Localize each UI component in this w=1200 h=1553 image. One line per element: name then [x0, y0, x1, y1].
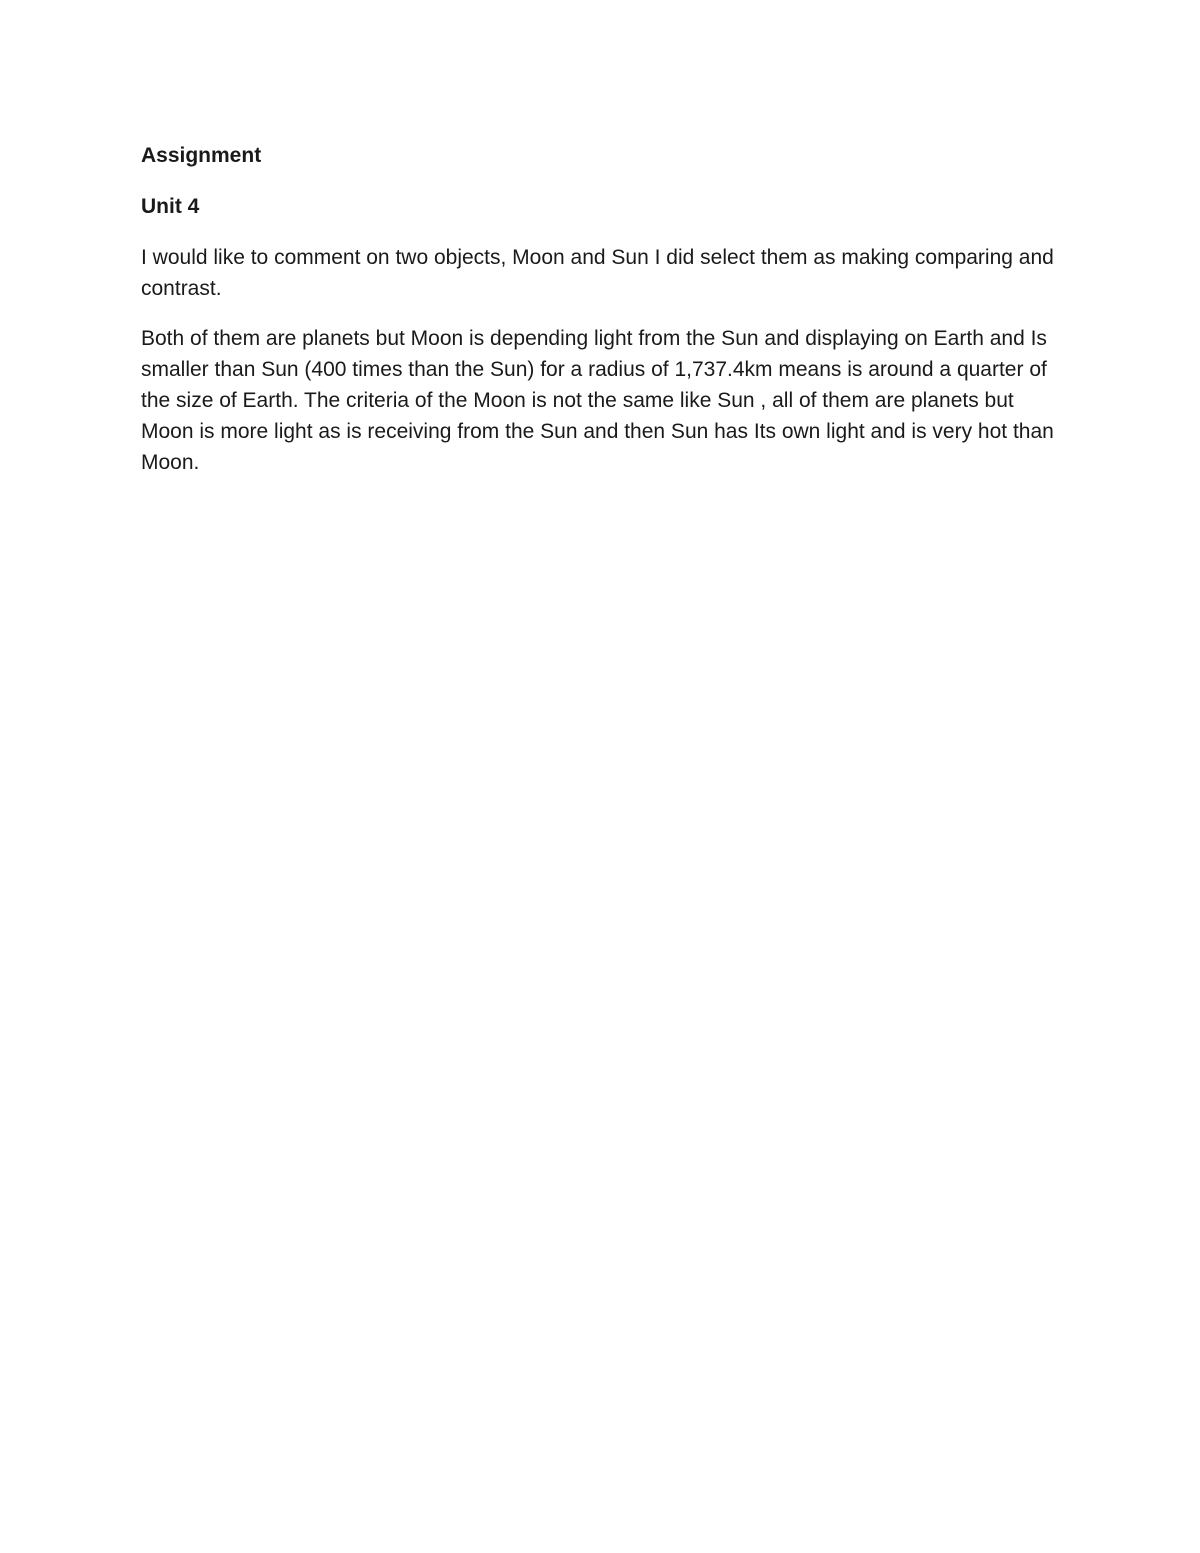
- paragraph-comparison: Both of them are planets but Moon is depending light from the Sun and displaying on Earth and Is smaller than Sun (400 times than the Sun) for a radius of 1,737.4km means is around a quarter of the size of Earth. The criteria of the Moon is not the same like Sun , all of them are planets but Moon is more light as is receiving from the Sun and then Sun has Its own light and is very hot than Moon.: [141, 327, 1054, 474]
- unit-heading: Unit 4: [141, 195, 200, 218]
- paragraph-intro: I would like to comment on two objects, Moon and Sun I did select them as making comparing and contrast.: [141, 246, 1054, 300]
- document-title: Assignment: [141, 144, 262, 167]
- document-body: [141, 140, 1066, 497]
